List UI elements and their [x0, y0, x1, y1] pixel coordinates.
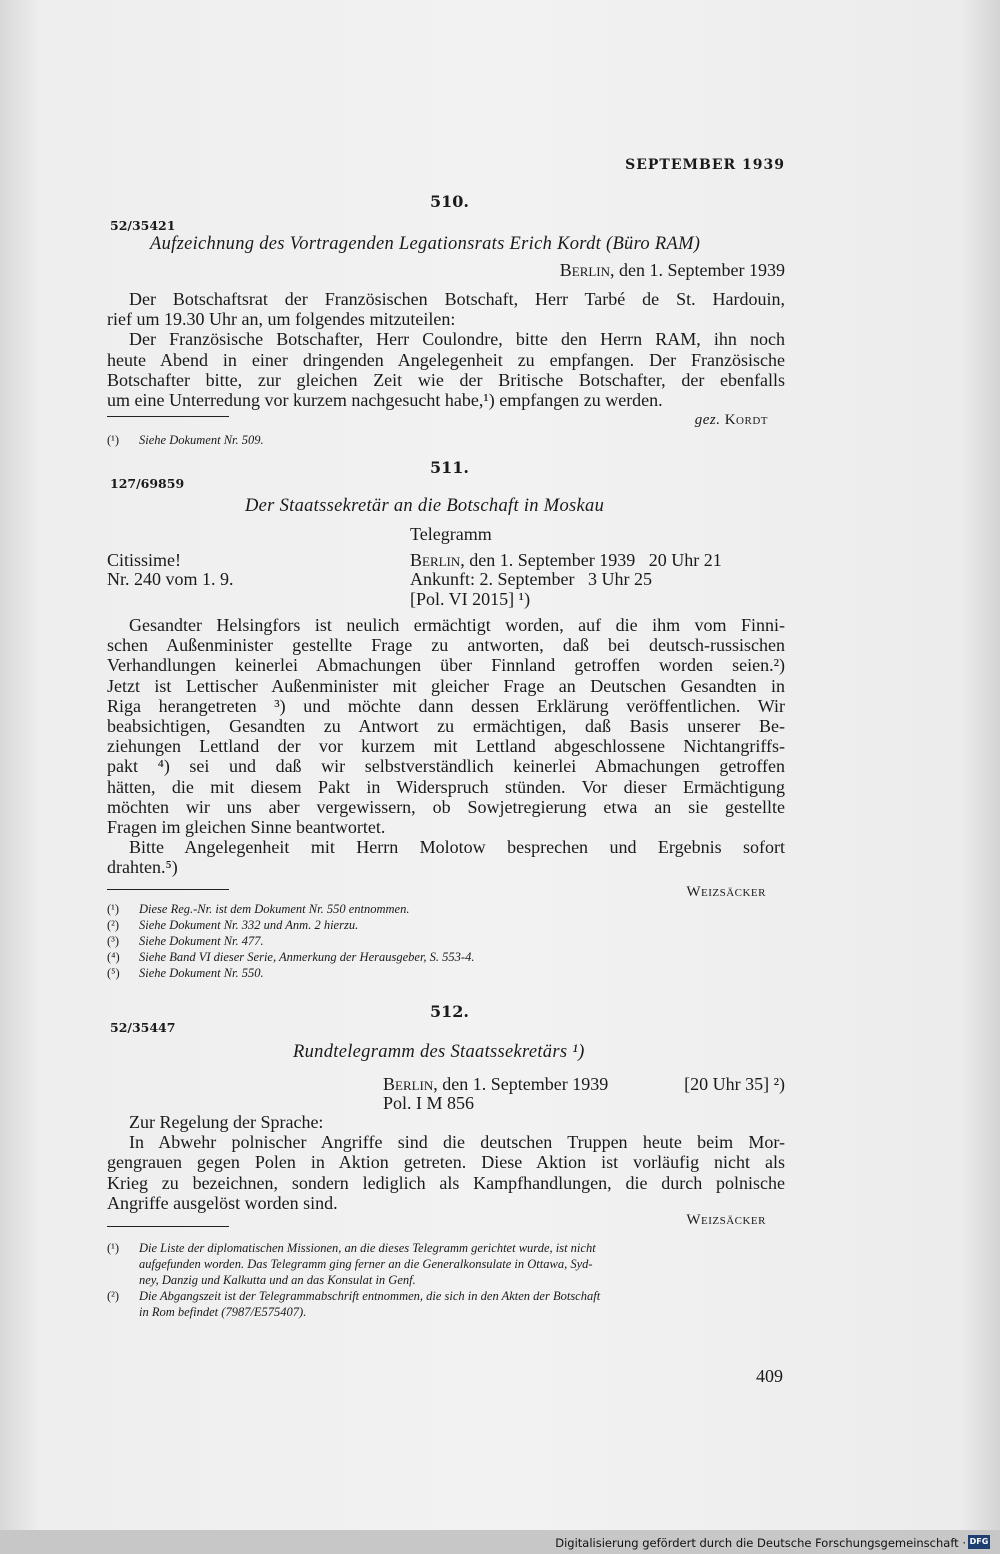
footnote-text: Siehe Dokument Nr. 332 und Anm. 2 hierzu.: [139, 918, 359, 932]
signature-510: [695, 412, 768, 429]
footnote-marker: (¹): [107, 433, 120, 447]
footnote-text: Die Abgangszeit ist der Telegrammabschrift entnommen, die sich in den Akten der Botschaft: [139, 1289, 601, 1303]
date-text: den 1. September 1939: [614, 260, 785, 280]
document-title-510: Aufzeichnung des Vortragenden Legationsrats Erich Kordt (Büro RAM): [150, 234, 701, 254]
document-title-511: Der Staatssekretär an die Botschaft in Moskau: [245, 496, 605, 516]
body-text-510: [107, 289, 785, 410]
footnote-text: Siehe Dokument Nr. 509.: [139, 433, 264, 447]
text-line: Der Botschaftsrat der Französischen Botschaft, Herr Tarbé de St. Hardouin,: [129, 289, 785, 309]
funding-credit: Digitalisierung gefördert durch die Deutsche Forschungsgemeinschaft ·: [555, 1536, 966, 1550]
document-number-511: 511.: [430, 458, 469, 477]
footnote: [107, 933, 474, 949]
footnote-marker: (⁵): [107, 966, 120, 980]
text-line: heute Abend in einer dringenden Angelegenheit zu empfangen. Der Französische: [107, 349, 785, 370]
footnote-divider: [107, 889, 229, 890]
text-line: Jetzt ist Lettischer Außenminister mit gleicher Frage an Deutschen Gesandten in: [107, 675, 785, 696]
footnote-marker: (²): [107, 1289, 120, 1303]
text-line: Bitte Angelegenheit mit Herrn Molotow besprechen und Ergebnis sofort: [129, 837, 785, 858]
text-line: beabsichtigen, Gesandten zu Antwort zu ermächtigen, daß Basis unserer Be-: [107, 716, 785, 737]
file-reference-511: 127/69859: [110, 476, 185, 491]
text-line: hätten, die mit diesem Pakt in Widerspruch stünden. Vor dieser Ermächtigung: [107, 776, 785, 797]
text-line: Riga herangetreten ³) und möchte dann dessen Erklärung veröffentlichen. Wir: [107, 695, 785, 716]
dfg-logo-icon: DFG: [968, 1535, 990, 1549]
text-line: schen Außenminister gestellte Frage zu antworten, daß bei deutsch-russischen: [107, 635, 785, 656]
pol-reference-511: [Pol. VI 2015] ¹): [410, 589, 531, 609]
text-line: Gesandter Helsingfors ist neulich ermächtigt worden, auf die ihm vom Finni-: [129, 615, 785, 635]
footnote: [107, 917, 474, 933]
footnote-continuation: [107, 1256, 600, 1272]
footnote-marker: (³): [107, 934, 120, 948]
footnote: [107, 901, 474, 917]
file-reference-512: 52/35447: [110, 1020, 176, 1035]
signature-prefix: gez.: [694, 412, 725, 428]
document-number-512: 512.: [430, 1002, 469, 1021]
text-line: ziehungen Lettland der vor kurzem mit Lettland abgeschlossene Nichtangriffs-: [107, 736, 785, 757]
footnote-continuation: [107, 1272, 600, 1288]
document-title-512: Rundtelegramm des Staatssekretärs ¹): [293, 1042, 585, 1062]
footnote-marker: (⁴): [107, 950, 120, 964]
place-date-510: [560, 260, 785, 281]
text-line: Zur Regelung der Sprache:: [129, 1112, 324, 1132]
pol-reference-512: Pol. I M 856: [383, 1093, 475, 1113]
body-text-512: [107, 1112, 785, 1213]
footnote-text: ney, Danzig und Kalkutta und an das Konsulat in Genf.: [139, 1273, 416, 1287]
footnote: [107, 949, 474, 965]
text-line: Botschafter bitte, zur gleichen Zeit wie der Britische Botschafter, der ebenfalls: [107, 369, 785, 390]
date-text: den 1. September 1939 20 Uhr 21: [464, 550, 722, 570]
text-line: gengrauen gegen Polen in Aktion getreten. Diese Aktion ist vorläufig nicht als: [107, 1152, 785, 1173]
page-number: 409: [756, 1366, 783, 1386]
footnote-text: Die Liste der diplomatischen Missionen, an die dieses Telegramm gerichtet wurde, ist nicht: [139, 1241, 596, 1255]
footnote-marker: (¹): [107, 1241, 120, 1255]
footnote-marker: (²): [107, 918, 120, 932]
text-line: Angriffe ausgelöst worden sind.: [107, 1192, 338, 1213]
text-line: rief um 19.30 Uhr an, um folgendes mitzuteilen:: [107, 309, 456, 330]
footnote-text: Diese Reg.-Nr. ist dem Dokument Nr. 550 entnommen.: [139, 902, 410, 916]
arrival-time: Ankunft: 2. September 3 Uhr 25: [410, 569, 652, 589]
footnotes-512: [107, 1240, 600, 1320]
document-subtitle-511: Telegramm: [410, 524, 492, 544]
footnote-text: Siehe Dokument Nr. 550.: [139, 966, 264, 980]
footnote-divider: [107, 1226, 229, 1227]
text-line: In Abwehr polnischer Angriffe sind die deutschen Truppen heute beim Mor-: [129, 1132, 785, 1153]
priority-label: Citissime!: [107, 550, 182, 570]
footnote: [107, 965, 474, 981]
footnote: [107, 1240, 600, 1256]
text-line: drahten.⁵): [107, 857, 178, 878]
running-header-date: SEPTEMBER 1939: [625, 157, 785, 173]
document-number-510: 510.: [430, 192, 469, 211]
place-name: Berlin,: [383, 1074, 438, 1094]
signature-511: Weizsäcker: [686, 884, 766, 900]
place-name: Berlin,: [559, 260, 615, 280]
text-line: Der Französische Botschafter, Herr Coulondre, bitte den Herrn RAM, ihn noch: [129, 329, 785, 350]
footnote-marker: (¹): [107, 902, 120, 916]
place-date-512: [383, 1074, 608, 1095]
footnote: [107, 1288, 600, 1304]
text-line: um eine Unterredung vor kurzem nachgesucht habe,¹) empfangen zu werden.: [107, 390, 663, 411]
footnote: [107, 432, 264, 448]
footnote-text: Siehe Band VI dieser Serie, Anmerkung der Herausgeber, S. 553-4.: [139, 950, 475, 964]
footnotes-510: [107, 432, 264, 448]
text-line: Fragen im gleichen Sinne beantwortet.: [107, 817, 386, 838]
telegram-number: Nr. 240 vom 1. 9.: [107, 569, 234, 589]
signature-512: Weizsäcker: [686, 1212, 766, 1228]
send-time-512: [20 Uhr 35] ²): [684, 1074, 785, 1094]
place-name: Berlin,: [410, 550, 465, 570]
body-text-511: [107, 615, 785, 878]
footnotes-511: [107, 901, 474, 981]
text-line: pakt ⁴) sei und daß wir selbstverständlich keinerlei Abmachungen getroffen: [107, 756, 785, 777]
date-text: den 1. September 1939: [437, 1074, 609, 1094]
place-date-511: [410, 550, 722, 571]
text-line: Krieg zu bezeichnen, sondern lediglich als Kampfhandlungen, die durch polnische: [107, 1172, 785, 1193]
footnote-text: in Rom befindet (7987/E575407).: [139, 1305, 307, 1319]
file-reference-510: 52/35421: [110, 218, 176, 233]
footnote-text: aufgefunden worden. Das Telegramm ging ferner an die Generalkonsulate in Ottawa, Syd-: [139, 1257, 593, 1271]
footnote-text: Siehe Dokument Nr. 477.: [139, 934, 264, 948]
footnote-continuation: [107, 1304, 600, 1320]
text-line: möchten wir uns aber vergewissern, ob Sowjetregierung etwa an sie gestellte: [107, 796, 785, 817]
text-line: Verhandlungen keinerlei Abmachungen über Finnland getroffen worden seien.²): [107, 655, 785, 676]
footnote-divider: [107, 416, 229, 417]
signature-name: Kordt: [724, 412, 768, 428]
